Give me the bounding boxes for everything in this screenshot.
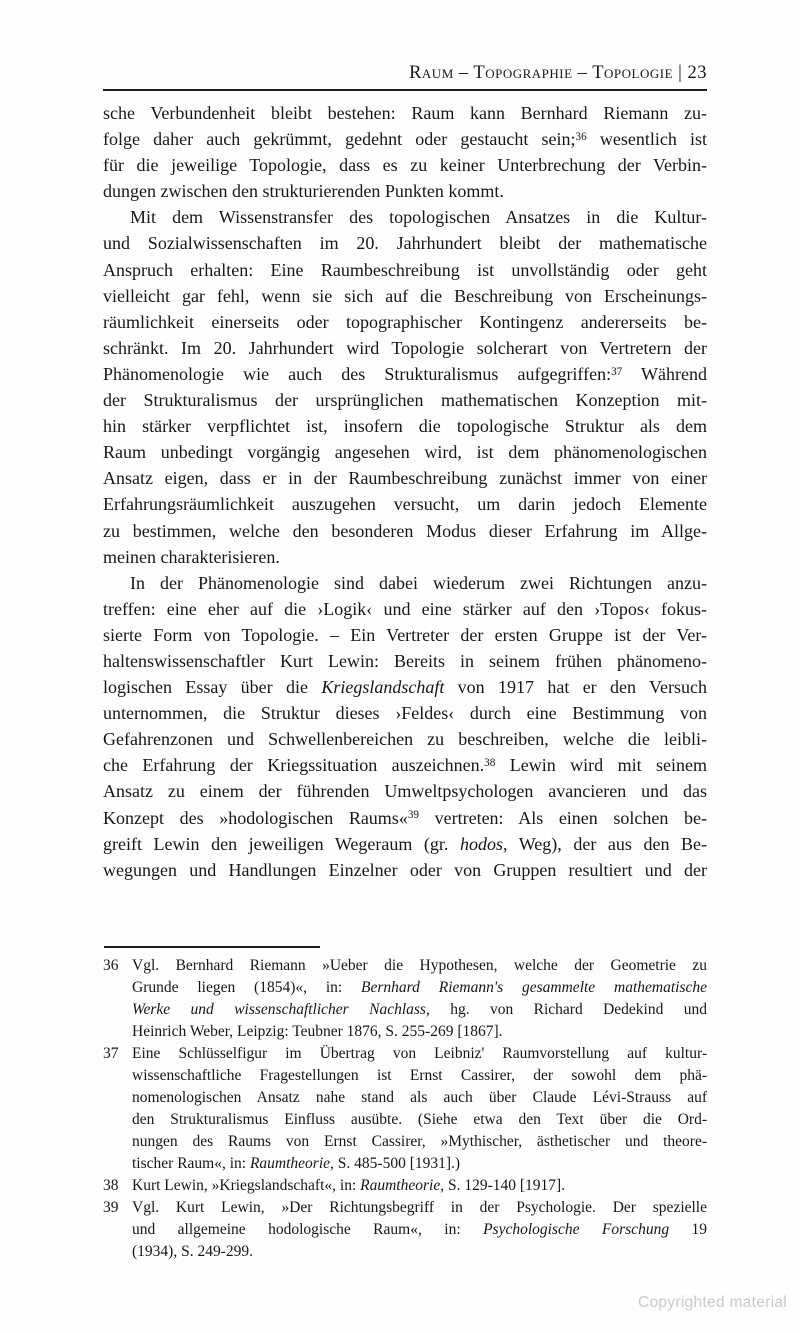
footnote-line bbox=[132, 1043, 707, 1065]
footnote-line bbox=[132, 1153, 707, 1175]
text-segment: tischer Raum«, in: bbox=[132, 1155, 250, 1172]
text-segment: Vgl. Kurt Lewin, »Der Richtungsbegriff in der Psychologie. Der spezielle bbox=[132, 1199, 707, 1216]
text-segment: dungen zwischen den strukturierenden Punkten kommt. bbox=[103, 181, 504, 202]
body-line bbox=[103, 387, 707, 413]
body-line bbox=[103, 361, 707, 387]
header-page-number: 23 bbox=[687, 63, 707, 83]
body-line bbox=[103, 831, 707, 857]
header-title: Raum – Topographie – Topologie bbox=[409, 63, 674, 83]
text-segment: den Strukturalismus Einfluss ausübte. (Siehe etwa den Text über die Ord- bbox=[132, 1111, 707, 1128]
text-segment: und Sozialwissenschaften im 20. Jahrhundert bleibt der mathematische bbox=[103, 233, 707, 254]
text-segment: für die jeweilige Topologie, dass es zu keiner Unterbrechung der Verbin- bbox=[103, 155, 707, 176]
footnote-line bbox=[132, 955, 707, 977]
body-line bbox=[103, 204, 707, 230]
body-line bbox=[103, 778, 707, 804]
footnote-item bbox=[103, 955, 707, 1043]
text-segment: Ansatz eigen, dass er in der Raumbeschreibung zunächst immer von einer bbox=[103, 468, 707, 489]
header-rule bbox=[103, 89, 707, 91]
text-segment: vertreten: Als einen solchen be- bbox=[418, 807, 707, 828]
footnote-ref: 39 bbox=[407, 809, 419, 822]
body-line bbox=[103, 283, 707, 309]
text-segment: logischen Essay über die bbox=[103, 677, 322, 698]
footnote-line bbox=[132, 1087, 707, 1109]
italic-text: Raumtheorie bbox=[249, 1155, 331, 1172]
text-segment: wissenschaftliche Fragestellungen ist Ernst Cassirer, der sowohl dem phä- bbox=[132, 1067, 707, 1084]
footnote-line bbox=[132, 1065, 707, 1087]
body-line bbox=[103, 230, 707, 256]
text-segment: Kurt Lewin, »Kriegslandschaft«, in: bbox=[132, 1177, 361, 1194]
footnote-line bbox=[132, 1241, 707, 1263]
text-segment: Während bbox=[622, 363, 707, 384]
text-segment: In der Phänomenologie sind dabei wiederum zwei Richtungen anzu- bbox=[130, 572, 707, 593]
italic-text: Bernhard Riemann's gesammelte mathematische bbox=[361, 979, 708, 996]
body-line bbox=[103, 700, 707, 726]
copyright-watermark: Copyrighted material bbox=[637, 1294, 787, 1311]
body-line bbox=[103, 491, 707, 517]
body-line bbox=[103, 726, 707, 752]
text-segment: , S. 129-140 [1917]. bbox=[440, 1177, 566, 1194]
body-line bbox=[103, 126, 707, 152]
body-line bbox=[103, 413, 707, 439]
text-segment: Raum unbedingt vorgängig angesehen wird, ist dem phänomenologischen bbox=[103, 442, 707, 463]
body-line bbox=[103, 335, 707, 361]
body-line bbox=[103, 648, 707, 674]
text-segment: haltenswissenschaftler Kurt Lewin: Bereits in seinem frühen phänomeno- bbox=[103, 650, 707, 671]
text-segment: sierte Form von Topologie. – Ein Vertreter der ersten Gruppe ist der Ver- bbox=[103, 624, 707, 645]
footnote-line bbox=[132, 1175, 707, 1197]
text-segment: vielleicht gar fehl, wenn sie sich auf die Beschreibung von Erscheinungs- bbox=[103, 285, 707, 306]
body-line bbox=[103, 152, 707, 178]
footnote-ref: 38 bbox=[484, 757, 496, 769]
italic-text: Raumtheorie bbox=[360, 1177, 441, 1194]
footnote-number: 36 bbox=[103, 957, 119, 974]
text-segment: schränkt. Im 20. Jahrhundert wird Topologie solcherart von Vertretern der bbox=[103, 337, 707, 358]
footnote-line bbox=[132, 977, 707, 999]
text-segment: und allgemeine hodologische Raum«, in: bbox=[132, 1221, 484, 1238]
text-segment: der Strukturalismus der ursprünglichen mathematischen Konzeption mit- bbox=[103, 390, 707, 411]
italic-text: Werke und wissenschaftlicher Nachlass bbox=[132, 1001, 426, 1018]
text-segment: Gefahrenzonen und Schwellenbereichen zu beschreiben, welche die leibli- bbox=[103, 729, 707, 750]
text-segment: unternommen, die Struktur dieses ›Feldes‹ durch eine Bestimmung von bbox=[103, 703, 707, 724]
body-line bbox=[103, 544, 707, 570]
header-separator: | bbox=[673, 63, 688, 83]
footnote-item bbox=[103, 1043, 707, 1175]
body-line bbox=[103, 439, 707, 465]
footnote-item bbox=[103, 1175, 707, 1197]
body-line bbox=[103, 309, 707, 335]
text-segment: Vgl. Bernhard Riemann »Ueber die Hypothesen, welche der Geometrie zu bbox=[132, 957, 707, 974]
footnote-line bbox=[132, 1131, 707, 1153]
text-segment: wegungen und Handlungen Einzelner oder von Gruppen resultiert und der bbox=[103, 859, 707, 880]
footnote-item bbox=[103, 1197, 707, 1263]
text-segment: Lewin wird mit seinem bbox=[495, 755, 707, 776]
text-segment: Anspruch erhalten: Eine Raumbeschreibung ist unvollständig oder geht bbox=[103, 259, 707, 280]
text-segment: , Weg), der aus den Be- bbox=[503, 833, 707, 854]
italic-text: hodos bbox=[460, 833, 504, 854]
text-segment: Ansatz zu einem der führenden Umweltpsychologen avancieren und das bbox=[103, 781, 707, 802]
text-segment: nomenologischen Ansatz nahe stand als auch über Claude Lévi-Strauss auf bbox=[132, 1089, 707, 1106]
body-line bbox=[103, 465, 707, 491]
body-line bbox=[103, 596, 707, 622]
text-segment: sche Verbundenheit bleibt bestehen: Raum kann Bernhard Riemann zu- bbox=[103, 103, 707, 123]
text-segment: (1934), S. 249-299. bbox=[132, 1243, 253, 1260]
text-segment: nungen des Raums von Ernst Cassirer, »Mythischer, ästhetischer und theore- bbox=[132, 1133, 707, 1150]
body-line bbox=[103, 178, 707, 204]
footnote-number: 38 bbox=[103, 1177, 119, 1194]
body-line bbox=[103, 622, 707, 648]
text-segment: che Erfahrung der Kriegssituation auszeichnen. bbox=[103, 755, 485, 776]
footnote-number: 39 bbox=[103, 1199, 119, 1216]
text-segment: Eine Schlüsselfigur im Übertrag von Leibniz' Raumvorstellung auf kultur- bbox=[132, 1045, 707, 1062]
footnote-number: 37 bbox=[103, 1045, 119, 1062]
body-line bbox=[103, 100, 707, 126]
body-text bbox=[103, 100, 707, 883]
italic-text: Kriegslandschaft bbox=[321, 677, 445, 698]
text-segment: Heinrich Weber, Leipzig: Teubner 1876, S. 255-269 [1867]. bbox=[132, 1023, 503, 1040]
text-segment: Konzept des »hodologischen Raums« bbox=[103, 807, 408, 828]
text-segment: Erfahrungsräumlichkeit auszugehen versucht, um darin jedoch Elemente bbox=[103, 494, 707, 515]
body-line bbox=[103, 257, 707, 283]
text-segment: räumlichkeit einerseits oder topographischer Kontingenz andererseits be- bbox=[103, 311, 707, 332]
body-line bbox=[103, 857, 707, 883]
text-segment: hin stärker verpflichtet ist, insofern die topologische Struktur als dem bbox=[103, 416, 707, 437]
italic-text: Psychologische Forschung bbox=[483, 1221, 670, 1238]
footnotes bbox=[103, 955, 707, 1263]
text-segment: zu bestimmen, welche den besonderen Modus dieser Erfahrung im Allge- bbox=[103, 520, 707, 541]
text-segment: folge daher auch gekrümmt, gedehnt oder gestaucht sein; bbox=[103, 129, 576, 150]
page-header bbox=[103, 62, 707, 84]
body-line bbox=[103, 518, 707, 544]
body-line bbox=[103, 752, 707, 778]
text-segment: wesentlich ist bbox=[586, 129, 708, 150]
text-segment: , S. 485-500 [1931].) bbox=[330, 1155, 461, 1172]
body-line bbox=[103, 570, 707, 596]
footnote-ref: 37 bbox=[611, 365, 623, 378]
text-segment: Phänomenologie wie auch des Strukturalismus aufgegriffen: bbox=[103, 363, 612, 384]
text-segment: 19 bbox=[669, 1221, 708, 1238]
body-line bbox=[103, 674, 707, 700]
text-segment: greift Lewin den jeweiligen Wegeraum (gr. bbox=[103, 833, 460, 854]
footnote-ref: 36 bbox=[575, 130, 587, 143]
text-segment: treffen: eine eher auf die ›Logik‹ und eine stärker auf den ›Topos‹ fokus- bbox=[103, 598, 707, 619]
text-segment: meinen charakterisieren. bbox=[103, 546, 280, 567]
footnote-separator bbox=[104, 946, 320, 948]
footnote-line bbox=[132, 999, 707, 1021]
footnote-line bbox=[132, 1021, 707, 1043]
footnote-line bbox=[132, 1197, 707, 1219]
footnote-line bbox=[132, 1109, 707, 1131]
text-segment: von 1917 hat er den Versuch bbox=[444, 677, 708, 698]
footnote-line bbox=[132, 1219, 707, 1241]
text-segment: Mit dem Wissenstransfer des topologischen Ansatzes in die Kultur- bbox=[130, 207, 707, 228]
body-line bbox=[103, 805, 707, 831]
text-segment: , hg. von Richard Dedekind und bbox=[425, 1001, 708, 1018]
text-segment: Grunde liegen (1854)«, in: bbox=[132, 979, 362, 996]
